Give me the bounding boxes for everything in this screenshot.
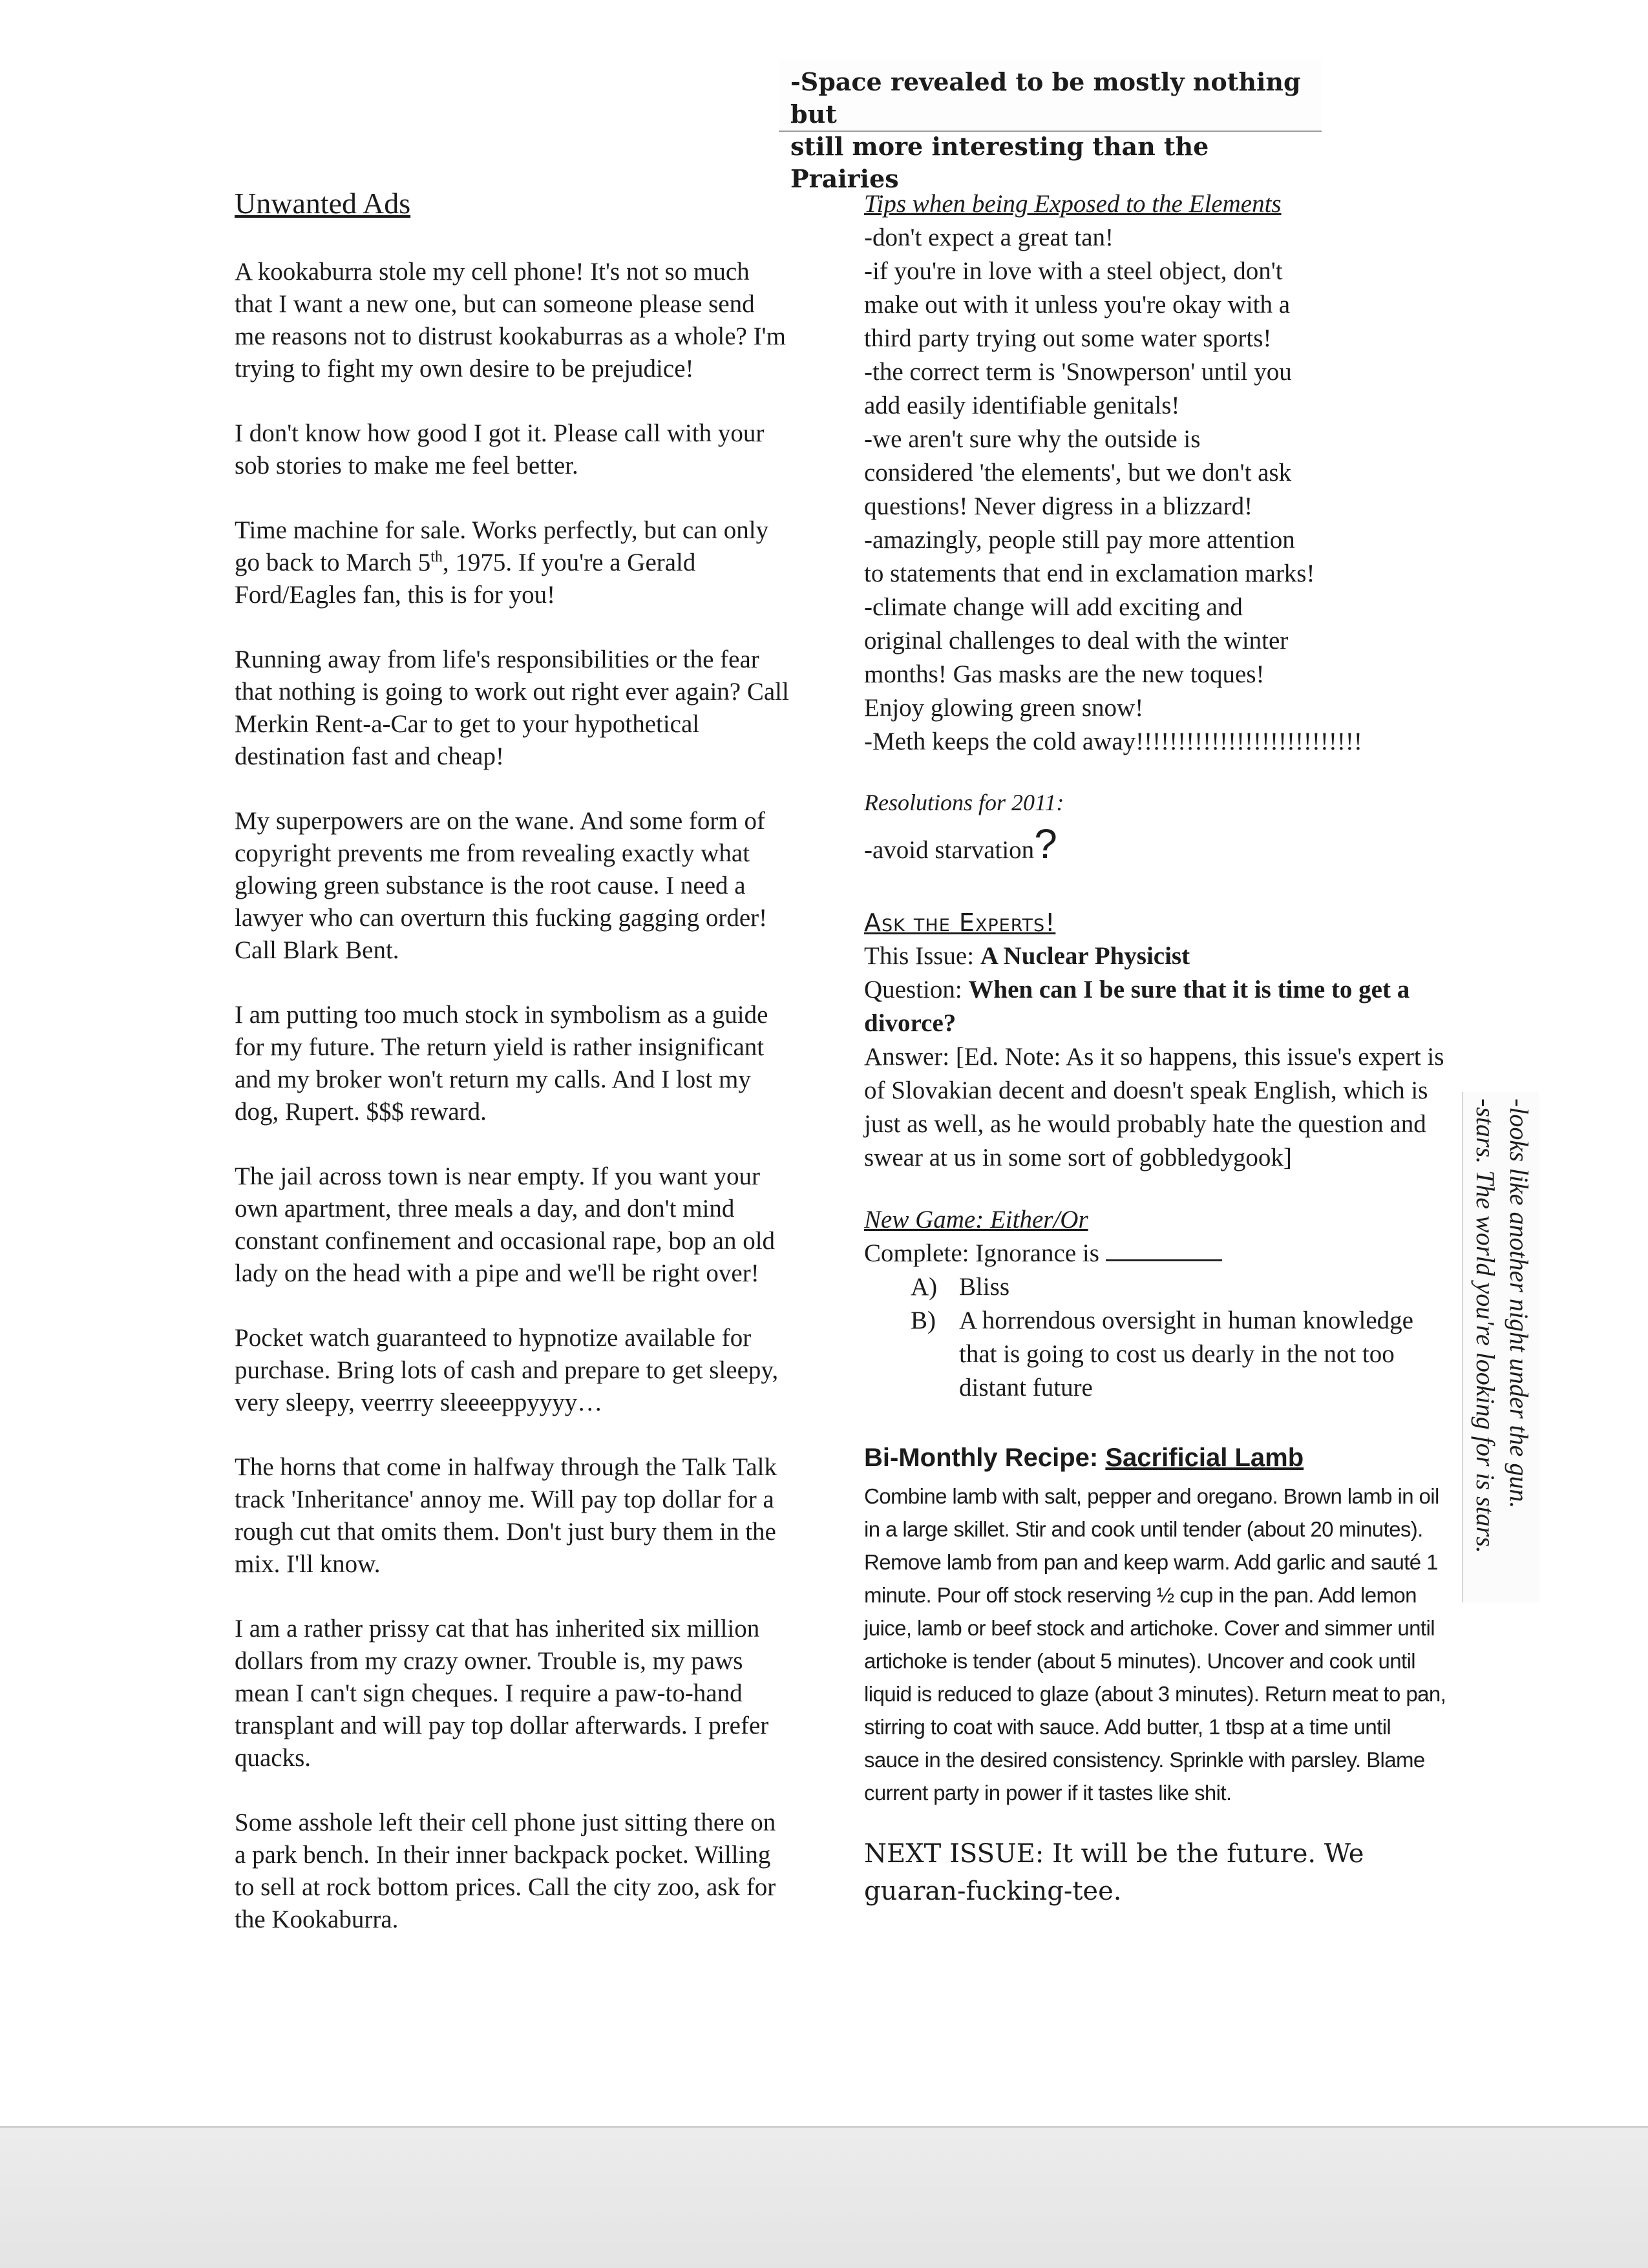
slip-top-line-2: still more interesting than the Prairies [790, 132, 1209, 193]
resolutions-title: Resolutions for 2011: [864, 790, 1064, 815]
game-title: New Game: Either/Or [864, 1206, 1088, 1234]
issue-value: A Nuclear Physicist [980, 942, 1190, 970]
ad-text: Time machine for sale. Works perfectly, but can only go back to March 5 [235, 516, 769, 576]
tip-line: add easily identifiable genitals! [864, 392, 1180, 419]
recipe-name: Sacrificial Lamb [1105, 1444, 1304, 1472]
recipe-title [864, 1441, 1449, 1475]
ordinal-suffix: th [430, 549, 443, 565]
ad-item: I am a rather prissy cat that has inherited six million dollars from my crazy owner. Trouble is, my paws mean I can't sign cheques. I require a paw-to-hand transplant and will pay top dollar afterwards. I prefer quacks. [235, 1615, 769, 1772]
question-label: Question: [864, 976, 969, 1003]
scan-margin [0, 2128, 1648, 2268]
tip-line: -Meth keeps the cold away!!!!!!!!!!!!!!!!!!!!!!!!!!! [864, 728, 1362, 755]
answer-text: Answer: [Ed. Note: As it so happens, this issue's expert is of Slovakian decent and doesn't speak English, which is just as well, as he would probably hate the question and swear at us in some sort of gobbledygook] [864, 1043, 1444, 1171]
section-title: Unwanted Ads [235, 187, 411, 220]
slip-side-line-2: -stars. The world you're looking for is stars. [1471, 1098, 1500, 1553]
option-text: A horrendous oversight in human knowledge that is going to cost us dearly in the not too distant future [959, 1307, 1413, 1402]
slip-top-line-1: -Space revealed to be mostly nothing but [790, 67, 1301, 129]
ad-text: , 1975. If you're a Gerald Ford/Eagles fan, this is for you! [235, 549, 696, 609]
option-label: B) [911, 1307, 936, 1334]
slip-side-line-1: -looks like another night under the gun. [1505, 1098, 1534, 1509]
recipe-label: Bi-Monthly Recipe: [864, 1444, 1106, 1472]
issue-line [864, 940, 1449, 973]
tip-line: to statements that end in exclamation marks! [864, 560, 1315, 587]
tip-line: original challenges to deal with the winter [864, 627, 1289, 655]
recipe-body: Combine lamb with salt, pepper and oregano. Brown lamb in oil in a large skillet. Stir and cook until tender (about 20 minutes). Remove lamb from pan and keep warm. Add garlic and sauté 1 minute. Pour off stock reserving ½ cup in the pan. Add lemon juice, lamb or beef stock and artichoke. Cover and simmer until artichoke is tender (about 5 minutes). Uncover and cook until liquid is reduced to glaze (about 3 minutes). Return meat to pan, stirring to coat with sauce. Add butter, 1 tbsp at a time until sauce in the desired consistency. Sprinkle with parsley. Blame current party in power if it tastes like shit. [864, 1484, 1446, 1805]
tip-line: -climate change will add exciting and [864, 593, 1243, 621]
option-b [911, 1304, 1449, 1405]
issue-label: This Issue: [864, 942, 980, 970]
option-a [911, 1270, 1449, 1304]
ad-item: The jail across town is near empty. If you want your own apartment, three meals a day, and don't mind constant confinement and occasional rape, bop an old lady on the head with a pipe and we'll be right over! [235, 1162, 776, 1287]
tip-line: months! Gas masks are the new toques! [864, 660, 1265, 688]
ask-experts-heading: Ask the Experts! [864, 908, 1056, 937]
resolution-text: -avoid starvation [864, 836, 1035, 864]
question-line [864, 973, 1449, 1040]
option-text: Bliss [959, 1273, 1010, 1301]
pasted-slip-side [1462, 1092, 1539, 1602]
ad-item-time-machine [235, 514, 790, 611]
tip-line: Enjoy glowing green snow! [864, 694, 1144, 722]
answer-blank [1106, 1237, 1222, 1261]
tip-line: -amazingly, people still pay more attention [864, 526, 1295, 554]
tip-line: -the correct term is 'Snowperson' until you [864, 358, 1292, 386]
ad-item: A kookaburra stole my cell phone! It's not so much that I want a new one, but can someone please send me reasons not to distrust kookaburras as a whole? I'm trying to fight my own desire to be prejudice! [235, 258, 786, 383]
option-label: A) [911, 1273, 938, 1301]
prompt-text: Complete: Ignorance is [864, 1239, 1106, 1267]
tip-line: make out with it unless you're okay with a [864, 291, 1291, 319]
question-value: When can I be sure that it is time to get a divorce? [864, 976, 1410, 1037]
tip-line: third party trying out some water sports! [864, 324, 1272, 352]
ad-item: Running away from life's responsibilities or the fear that nothing is going to work out right ever again? Call Merkin Rent-a-Car to get to your hypothetical destination fast and cheap! [235, 646, 789, 770]
resolution-item [864, 821, 1449, 867]
ad-item: I don't know how good I got it. Please call with your sob stories to make me feel better. [235, 419, 765, 479]
tip-line: -don't expect a great tan! [864, 224, 1114, 251]
tips-list [864, 221, 1449, 759]
slip-side-text [1463, 1092, 1539, 1602]
question-mark: ? [1034, 821, 1057, 867]
next-issue: NEXT ISSUE: It will be the future. We guaran-fucking-tee. [864, 1839, 1364, 1906]
ad-item: My superpowers are on the wane. And some form of copyright prevents me from revealing exactly what glowing green substance is the root cause. I need a lawyer who can overturn this fucking gagging order! Call Blark Bent. [235, 807, 768, 964]
tips-title: Tips when being Exposed to the Elements [864, 190, 1282, 218]
ad-item: The horns that come in halfway through the Talk Talk track 'Inheritance' annoy me. Will pay top dollar for a rough cut that omits them. Don't just bury them in the mix. I'll know. [235, 1453, 777, 1578]
right-column [864, 187, 1449, 1910]
tip-line: considered 'the elements', but we don't ask [864, 459, 1292, 487]
game-prompt [864, 1237, 1449, 1270]
ad-item: Some asshole left their cell phone just sitting there on a park bench. In their inner backpack pocket. Willing to sell at rock bottom prices. Call the city zoo, ask for the Kookaburra. [235, 1809, 776, 1933]
unwanted-ads-column [235, 187, 790, 1968]
tip-line: -if you're in love with a steel object, don't [864, 257, 1283, 285]
ad-item: I am putting too much stock in symbolism as a guide for my future. The return yield is rather insignificant and my broker won't return my calls. And I lost my dog, Rupert. $$$ reward. [235, 1001, 768, 1126]
pasted-slip-top [779, 59, 1322, 193]
tip-line: -we aren't sure why the outside is [864, 425, 1201, 453]
ad-item: Pocket watch guaranteed to hypnotize available for purchase. Bring lots of cash and prepare to get sleepy, very sleepy, veerrry sleeeeppyyyy… [235, 1324, 779, 1416]
tip-line: questions! Never digress in a blizzard! [864, 492, 1253, 520]
